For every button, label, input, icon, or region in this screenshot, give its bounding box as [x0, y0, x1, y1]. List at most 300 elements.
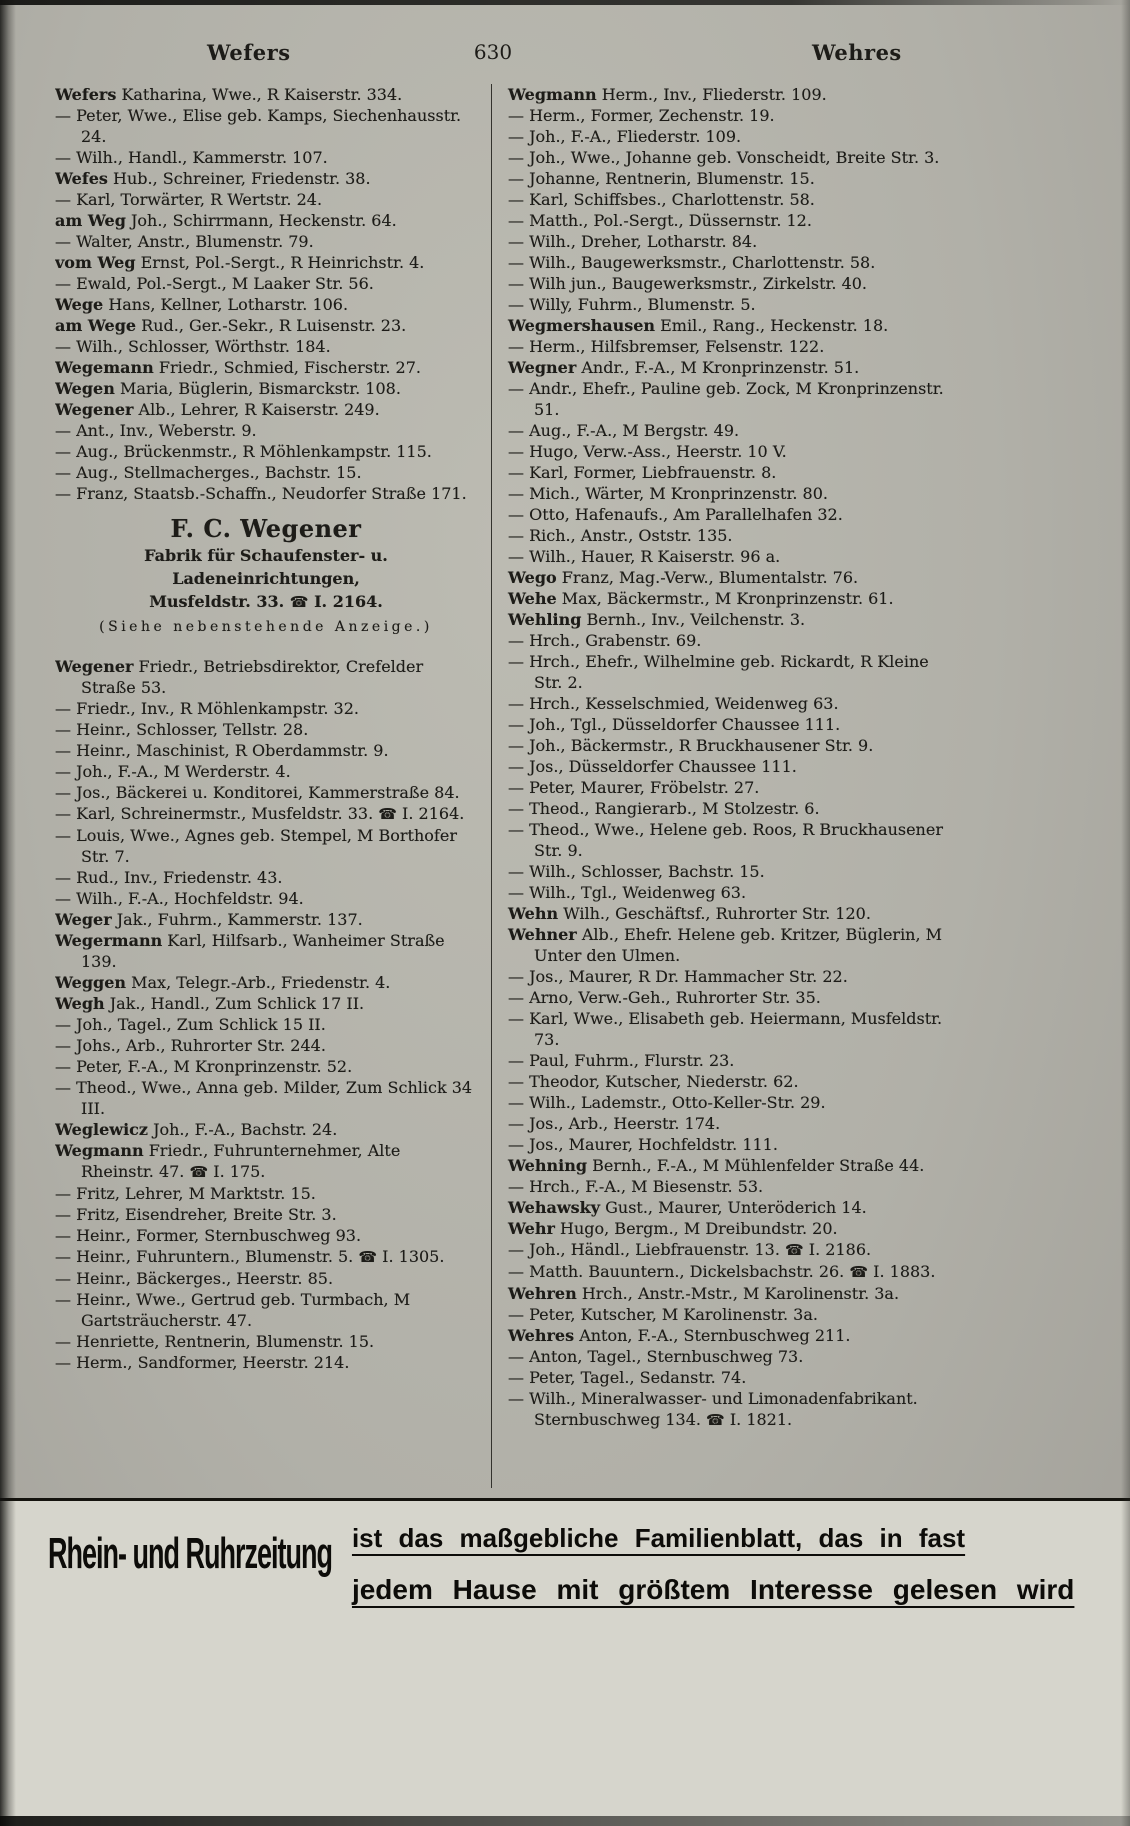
entry-detail: Peter, Wwe., Elise geb. Kamps, Siechenhausstr. 24.	[76, 106, 462, 146]
directory-entry	[508, 861, 958, 882]
entry-detail: Wilh., Mineralwasser- und Limonadenfabrikant. Sternbuschweg 134.	[529, 1389, 918, 1429]
entry-detail: Joh., Tgl., Düsseldorfer Chaussee 111.	[529, 715, 841, 734]
repeat-dash: —	[55, 337, 71, 356]
directory-entry	[508, 294, 958, 315]
directory-entry	[55, 357, 477, 378]
entry-detail: Theod., Rangierarb., M Stolzestr. 6.	[529, 799, 820, 818]
repeat-dash: —	[55, 720, 71, 739]
repeat-dash: —	[508, 1240, 524, 1259]
directory-entry	[55, 147, 477, 168]
phone-icon: ☎	[189, 1163, 209, 1181]
entry-detail: Karl, Former, Liebfrauenstr. 8.	[529, 463, 777, 482]
entry-detail: Joh., Händl., Liebfrauenstr. 13.	[529, 1240, 780, 1259]
newspaper-ad-brand: Rhein- und Ruhrzeitung	[48, 1529, 332, 1578]
entry-surname: Wehling	[508, 610, 582, 629]
entry-detail: Wilh., Hauer, R Kaiserstr. 96 a.	[529, 547, 781, 566]
entry-detail: Willy, Fuhrm., Blumenstr. 5.	[529, 295, 756, 314]
repeat-dash: —	[508, 1072, 524, 1091]
directory-entry	[508, 819, 958, 861]
phone-icon: ☎	[849, 1263, 869, 1281]
left-column-entries-bottom	[55, 656, 477, 1373]
entry-detail: Otto, Hafenaufs., Am Parallelhafen 32.	[529, 505, 843, 524]
repeat-dash: —	[55, 148, 71, 167]
entry-detail: Jos., Düsseldorfer Chaussee 111.	[529, 757, 797, 776]
directory-entry	[508, 147, 958, 168]
entry-detail: Friedr., Betriebsdirektor, Crefelder Straße 53.	[81, 657, 424, 697]
directory-entry	[55, 719, 477, 740]
directory-entry	[55, 1077, 477, 1119]
directory-entry	[55, 972, 477, 993]
directory-entry	[508, 1197, 958, 1218]
repeat-dash: —	[508, 1093, 524, 1112]
repeat-dash: —	[508, 715, 524, 734]
directory-entry	[508, 777, 958, 798]
entry-detail: Joh., Schirrmann, Heckenstr. 64.	[131, 211, 397, 230]
repeat-dash: —	[508, 106, 524, 125]
phone-number: I. 1821.	[729, 1410, 793, 1429]
directory-entry	[508, 504, 958, 525]
entry-detail: Wilh jun., Baugewerksmstr., Zirkelstr. 40.	[529, 274, 868, 293]
directory-entry	[508, 483, 958, 504]
entry-detail: Hrch., F.-A., M Biesenstr. 53.	[529, 1177, 764, 1196]
repeat-dash: —	[508, 484, 524, 503]
directory-entry	[55, 698, 477, 719]
entry-surname: Wehr	[508, 1219, 555, 1238]
entry-detail: Rich., Anstr., Oststr. 135.	[529, 526, 733, 545]
entry-detail: Fritz, Eisendreher, Breite Str. 3.	[76, 1205, 337, 1224]
directory-entry	[508, 1071, 958, 1092]
directory-entry	[508, 1155, 958, 1176]
entry-detail: Hugo, Verw.-Ass., Heerstr. 10 V.	[529, 442, 787, 461]
entry-detail: Karl, Schreinermstr., Musfeldstr. 33.	[76, 804, 374, 823]
repeat-dash: —	[55, 463, 71, 482]
repeat-dash: —	[55, 1184, 71, 1203]
directory-entry	[55, 1225, 477, 1246]
phone-icon: ☎	[289, 593, 309, 611]
entry-surname: Wegner	[508, 358, 577, 377]
entry-detail: Anton, Tagel., Sternbuschweg 73.	[529, 1347, 804, 1366]
entry-detail: Peter, F.-A., M Kronprinzenstr. 52.	[76, 1057, 353, 1076]
directory-entry	[55, 1056, 477, 1077]
entry-surname: vom Weg	[55, 253, 136, 272]
directory-entry	[55, 1119, 477, 1140]
inline-ad-phone: I. 2164.	[314, 592, 383, 611]
entry-detail: Wilh., Handl., Kammerstr. 107.	[76, 148, 328, 167]
directory-entry	[55, 399, 477, 420]
repeat-dash: —	[508, 253, 524, 272]
page-number: 630	[473, 40, 513, 64]
directory-entry	[55, 483, 477, 504]
repeat-dash: —	[55, 826, 71, 845]
directory-entry	[508, 441, 958, 462]
directory-entry	[55, 420, 477, 441]
entry-detail: Wilh., Schlosser, Bachstr. 15.	[529, 862, 765, 881]
entry-detail: Herm., Sandformer, Heerstr. 214.	[76, 1353, 350, 1372]
repeat-dash: —	[508, 862, 524, 881]
directory-entry	[508, 630, 958, 651]
directory-entry	[55, 1289, 477, 1331]
entry-detail: Theod., Wwe., Anna geb. Milder, Zum Schlick 34 III.	[76, 1078, 473, 1118]
directory-entry	[508, 1176, 958, 1197]
entry-detail: Max, Telegr.-Arb., Friedenstr. 4.	[131, 973, 391, 992]
repeat-dash: —	[508, 526, 524, 545]
repeat-dash: —	[508, 190, 524, 209]
directory-entry	[508, 903, 958, 924]
repeat-dash: —	[508, 127, 524, 146]
directory-entry	[508, 315, 958, 336]
phone-number: I. 2164.	[402, 804, 465, 823]
entry-detail: Aug., Brückenmstr., R Möhlenkampstr. 115.	[76, 442, 432, 461]
directory-entry	[55, 168, 477, 189]
entry-detail: Ernst, Pol.-Sergt., R Heinrichstr. 4.	[140, 253, 425, 272]
repeat-dash: —	[55, 804, 71, 823]
entry-detail: Joh., Bäckermstr., R Bruckhausener Str. 9.	[529, 736, 874, 755]
directory-entry	[55, 1352, 477, 1373]
repeat-dash: —	[508, 1347, 524, 1366]
entry-detail: Joh., F.-A., Bachstr. 24.	[153, 1120, 338, 1139]
entry-detail: Louis, Wwe., Agnes geb. Stempel, M Borthofer Str. 7.	[76, 826, 457, 866]
entry-detail: Maria, Büglerin, Bismarckstr. 108.	[119, 379, 401, 398]
entry-detail: Fritz, Lehrer, M Marktstr. 15.	[76, 1184, 316, 1203]
directory-entry	[55, 930, 477, 972]
directory-entry	[508, 462, 958, 483]
entry-detail: Heinr., Former, Sternbuschweg 93.	[76, 1226, 362, 1245]
directory-entry	[508, 567, 958, 588]
entry-surname: Wegener	[55, 657, 134, 676]
directory-entry	[508, 1008, 958, 1050]
repeat-dash: —	[508, 1389, 524, 1408]
entry-detail: Heinr., Schlosser, Tellstr. 28.	[76, 720, 309, 739]
phone-number: I. 175.	[213, 1162, 266, 1181]
directory-entry	[508, 252, 958, 273]
repeat-dash: —	[55, 1036, 71, 1055]
entry-surname: Wehner	[508, 925, 577, 944]
directory-entry	[55, 867, 477, 888]
directory-entry	[55, 1014, 477, 1035]
right-column	[492, 84, 958, 1488]
repeat-dash: —	[508, 295, 524, 314]
entry-detail: Henriette, Rentnerin, Blumenstr. 15.	[76, 1332, 375, 1351]
repeat-dash: —	[55, 762, 71, 781]
entry-surname: Wehe	[508, 589, 557, 608]
entry-detail: Bernh., F.-A., M Mühlenfelder Straße 44.	[592, 1156, 925, 1175]
directory-entry	[55, 1204, 477, 1225]
page-header	[0, 40, 1130, 74]
directory-entry	[508, 168, 958, 189]
entry-surname: Wegermann	[55, 931, 163, 950]
directory-entry	[55, 189, 477, 210]
directory-entry	[55, 210, 477, 231]
directory-entry	[508, 378, 958, 420]
phone-number: I. 1305.	[382, 1247, 445, 1266]
directory-entry	[55, 336, 477, 357]
entry-detail: Friedr., Inv., R Möhlenkampstr. 32.	[76, 699, 359, 718]
repeat-dash: —	[508, 379, 524, 398]
repeat-dash: —	[55, 190, 71, 209]
directory-entry	[55, 462, 477, 483]
entry-detail: Matth., Pol.-Sergt., Düssernstr. 12.	[529, 211, 812, 230]
directory-entry	[55, 656, 477, 698]
entry-surname: Weglewicz	[55, 1120, 148, 1139]
repeat-dash: —	[55, 1205, 71, 1224]
repeat-dash: —	[508, 337, 524, 356]
entry-detail: Aug., F.-A., M Bergstr. 49.	[529, 421, 740, 440]
repeat-dash: —	[508, 736, 524, 755]
entry-detail: Peter, Kutscher, M Karolinenstr. 3a.	[529, 1305, 818, 1324]
repeat-dash: —	[508, 1305, 524, 1324]
directory-entry	[508, 798, 958, 819]
repeat-dash: —	[55, 1290, 71, 1309]
entry-detail: Jos., Arb., Heerstr. 174.	[529, 1114, 721, 1133]
directory-entry	[508, 924, 958, 966]
phone-icon: ☎	[358, 1248, 378, 1266]
newspaper-ad	[0, 1498, 1130, 1826]
entry-surname: Wehn	[508, 904, 559, 923]
repeat-dash: —	[508, 1135, 524, 1154]
entry-detail: Bernh., Inv., Veilchenstr. 3.	[586, 610, 806, 629]
entry-detail: Walter, Anstr., Blumenstr. 79.	[76, 232, 314, 251]
directory-entry	[55, 273, 477, 294]
entry-detail: Wilh., Schlosser, Wörthstr. 184.	[76, 337, 331, 356]
directory-entry	[55, 888, 477, 909]
entry-detail: Karl, Wwe., Elisabeth geb. Heiermann, Musfeldstr. 73.	[529, 1009, 943, 1049]
entry-detail: Andr., Ehefr., Pauline geb. Zock, M Kronprinzenstr. 51.	[529, 379, 944, 419]
directory-entry	[508, 693, 958, 714]
entry-detail: Hrch., Ehefr., Wilhelmine geb. Rickardt, R Kleine Str. 2.	[529, 652, 929, 692]
directory-entry	[55, 84, 477, 105]
entry-surname: Wehawsky	[508, 1198, 601, 1217]
entry-detail: Heinr., Wwe., Gertrud geb. Turmbach, M Gartsträucherstr. 47.	[76, 1290, 411, 1330]
directory-entry	[508, 84, 958, 105]
directory-entry	[508, 1304, 958, 1325]
directory-entry	[55, 909, 477, 930]
directory-entry	[508, 231, 958, 252]
repeat-dash: —	[508, 652, 524, 671]
repeat-dash: —	[55, 868, 71, 887]
entry-detail: Gust., Maurer, Unteröderich 14.	[605, 1198, 867, 1217]
directory-entry	[508, 1218, 958, 1239]
directory-entry	[508, 336, 958, 357]
repeat-dash: —	[508, 211, 524, 230]
directory-entry	[508, 882, 958, 903]
entry-detail: Franz, Mag.-Verw., Blumentalstr. 76.	[561, 568, 859, 587]
repeat-dash: —	[508, 442, 524, 461]
entry-detail: Mich., Wärter, M Kronprinzenstr. 80.	[529, 484, 828, 503]
entry-detail: Andr., F.-A., M Kronprinzenstr. 51.	[581, 358, 860, 377]
entry-detail: Herm., Inv., Fliederstr. 109.	[601, 85, 827, 104]
inline-ad-street: Musfeldstr. 33.	[149, 592, 285, 611]
entry-detail: Joh., Tagel., Zum Schlick 15 II.	[76, 1015, 326, 1034]
entry-detail: Wilh., Baugewerksmstr., Charlottenstr. 58.	[529, 253, 876, 272]
entry-surname: Wegen	[55, 379, 115, 398]
entry-detail: Wilh., Geschäftsf., Ruhrorter Str. 120.	[563, 904, 871, 923]
entry-detail: Emil., Rang., Heckenstr. 18.	[660, 316, 889, 335]
entry-detail: Johs., Arb., Ruhrorter Str. 244.	[76, 1036, 326, 1055]
entry-detail: Theodor, Kutscher, Niederstr. 62.	[529, 1072, 799, 1091]
repeat-dash: —	[508, 148, 524, 167]
entry-detail: Alb., Ehefr. Helene geb. Kritzer, Büglerin, M Unter den Ulmen.	[534, 925, 943, 965]
entry-detail: Alb., Lehrer, R Kaiserstr. 249.	[138, 400, 380, 419]
directory-entry	[55, 1331, 477, 1352]
directory-entry	[55, 378, 477, 399]
directory-entry	[508, 210, 958, 231]
newspaper-ad-line2: jedem Hause mit größtem Interesse gelesen wird	[351, 1574, 1075, 1605]
repeat-dash: —	[508, 757, 524, 776]
directory-entry	[508, 420, 958, 441]
phone-icon: ☎	[378, 805, 397, 823]
directory-entry	[508, 525, 958, 546]
repeat-dash: —	[508, 463, 524, 482]
entry-detail: Rud., Inv., Friedenstr. 43.	[76, 868, 283, 887]
directory-entry	[508, 105, 958, 126]
directory-entry	[508, 1283, 958, 1304]
repeat-dash: —	[508, 421, 524, 440]
entry-detail: Johanne, Rentnerin, Blumenstr. 15.	[529, 169, 815, 188]
left-column	[55, 84, 492, 1488]
entry-detail: Wilh., Dreher, Lotharstr. 84.	[529, 232, 758, 251]
scan-edge-top	[0, 0, 1130, 5]
entry-detail: Aug., Stellmacherges., Bachstr. 15.	[76, 463, 362, 482]
entry-detail: Joh., F.-A., Fliederstr. 109.	[529, 127, 742, 146]
directory-entry	[508, 756, 958, 777]
repeat-dash: —	[55, 889, 71, 908]
entry-surname: Weger	[55, 910, 112, 929]
repeat-dash: —	[55, 1269, 71, 1288]
entry-detail: Friedr., Fuhrunternehmer, Alte Rheinstr. 47.	[81, 1141, 401, 1181]
entry-surname: Wehren	[508, 1284, 577, 1303]
directory-entry	[508, 546, 958, 567]
directory-entry	[508, 1346, 958, 1367]
repeat-dash: —	[55, 1353, 71, 1372]
entry-detail: Jos., Maurer, R Dr. Hammacher Str. 22.	[529, 967, 848, 986]
directory-entry	[55, 1035, 477, 1056]
directory-entry	[508, 609, 958, 630]
entry-detail: Paul, Fuhrm., Flurstr. 23.	[529, 1051, 735, 1070]
directory-entry	[508, 966, 958, 987]
entry-detail: Joh., F.-A., M Werderstr. 4.	[76, 762, 291, 781]
repeat-dash: —	[508, 1051, 524, 1070]
entry-surname: Wegmann	[508, 85, 597, 104]
directory-entry	[508, 1050, 958, 1071]
phone-number: I. 1883.	[873, 1262, 936, 1281]
entry-detail: Joh., Wwe., Johanne geb. Vonscheidt, Breite Str. 3.	[529, 148, 940, 167]
entry-surname: Wegemann	[55, 358, 154, 377]
entry-detail: Rud., Ger.-Sekr., R Luisenstr. 23.	[141, 316, 407, 335]
directory-entry	[508, 1325, 958, 1346]
directory-entry	[55, 105, 477, 147]
repeat-dash: —	[55, 741, 71, 760]
directory-entry	[55, 1246, 477, 1268]
directory-entry	[508, 1239, 958, 1261]
guide-word-right: Wehres	[812, 40, 902, 65]
entry-surname: Wegmershausen	[508, 316, 656, 335]
entry-detail: Karl, Torwärter, R Wertstr. 24.	[76, 190, 323, 209]
entry-detail: Heinr., Bäckerges., Heerstr. 85.	[76, 1269, 334, 1288]
entry-detail: Franz, Staatsb.-Schaffn., Neudorfer Straße 171.	[76, 484, 467, 503]
entry-detail: Hrch., Kesselschmied, Weidenweg 63.	[529, 694, 839, 713]
repeat-dash: —	[508, 1177, 524, 1196]
newspaper-ad-line1: ist das maßgebliche Familienblatt, das in fast	[351, 1523, 966, 1553]
left-column-entries-top	[55, 84, 477, 504]
repeat-dash: —	[508, 967, 524, 986]
directory-entry	[508, 987, 958, 1008]
entry-detail: Herm., Former, Zechenstr. 19.	[529, 106, 775, 125]
entry-detail: Jos., Maurer, Hochfeldstr. 111.	[529, 1135, 778, 1154]
entry-detail: Hugo, Bergm., M Dreibundstr. 20.	[560, 1219, 838, 1238]
directory-entry	[508, 1388, 958, 1431]
entry-detail: Hrch., Anstr.-Mstr., M Karolinenstr. 3a.	[581, 1284, 900, 1303]
directory-entry	[508, 189, 958, 210]
repeat-dash: —	[508, 169, 524, 188]
entry-detail: Katharina, Wwe., R Kaiserstr. 334.	[121, 85, 403, 104]
repeat-dash: —	[508, 1114, 524, 1133]
entry-detail: Heinr., Maschinist, R Oberdammstr. 9.	[76, 741, 389, 760]
directory-entry	[508, 1113, 958, 1134]
entry-detail: Heinr., Fuhruntern., Blumenstr. 5.	[76, 1247, 354, 1266]
directory-entry	[55, 315, 477, 336]
repeat-dash: —	[55, 421, 71, 440]
repeat-dash: —	[508, 820, 524, 839]
repeat-dash: —	[508, 547, 524, 566]
phone-icon: ☎	[785, 1241, 804, 1259]
directory-entry	[508, 588, 958, 609]
repeat-dash: —	[508, 694, 524, 713]
entry-detail: Wilh., Lademstr., Otto-Keller-Str. 29.	[529, 1093, 826, 1112]
entry-detail: Wilh., F.-A., Hochfeldstr. 94.	[76, 889, 304, 908]
repeat-dash: —	[55, 442, 71, 461]
entry-detail: Matth. Bauuntern., Dickelsbachstr. 26.	[529, 1262, 845, 1281]
right-column-entries	[508, 84, 958, 1431]
entry-surname: Wego	[508, 568, 557, 587]
repeat-dash: —	[55, 1015, 71, 1034]
directory-entry	[55, 803, 477, 825]
directory-entry	[508, 1261, 958, 1283]
entry-surname: Wegmann	[55, 1141, 144, 1160]
repeat-dash: —	[508, 505, 524, 524]
repeat-dash: —	[508, 1262, 524, 1281]
repeat-dash: —	[55, 1226, 71, 1245]
directory-entry	[55, 252, 477, 273]
repeat-dash: —	[508, 631, 524, 650]
entry-detail: Theod., Wwe., Helene geb. Roos, R Bruckhausener Str. 9.	[529, 820, 943, 860]
entry-surname: Wegener	[55, 400, 134, 419]
directory-entry	[508, 273, 958, 294]
inline-ad-company: F. C. Wegener	[170, 514, 362, 543]
directory-entry	[55, 231, 477, 252]
directory-entry	[508, 1092, 958, 1113]
entry-detail: Wilh., Tgl., Weidenweg 63.	[529, 883, 747, 902]
entry-detail: Karl, Schiffsbes., Charlottenstr. 58.	[529, 190, 815, 209]
entry-surname: Wehning	[508, 1156, 588, 1175]
directory-entry	[55, 1268, 477, 1289]
directory-entry	[508, 735, 958, 756]
repeat-dash: —	[55, 1247, 71, 1266]
entry-surname: Wehres	[508, 1326, 575, 1345]
entry-detail: Peter, Maurer, Fröbelstr. 27.	[529, 778, 760, 797]
repeat-dash: —	[55, 1332, 71, 1351]
entry-surname: Wege	[55, 295, 104, 314]
entry-detail: Jak., Handl., Zum Schlick 17 II.	[109, 994, 365, 1013]
repeat-dash: —	[508, 778, 524, 797]
directory-entry	[508, 126, 958, 147]
inline-ad-address-line	[55, 590, 477, 614]
directory-columns	[55, 84, 972, 1488]
entry-detail: Peter, Tagel., Sedanstr. 74.	[529, 1368, 747, 1387]
directory-entry	[508, 357, 958, 378]
directory-entry	[508, 1367, 958, 1388]
inline-ad-description: Fabrik für Schaufenster- u. Ladeneinrichtungen,	[144, 546, 388, 588]
wegener-inline-ad	[55, 514, 477, 638]
